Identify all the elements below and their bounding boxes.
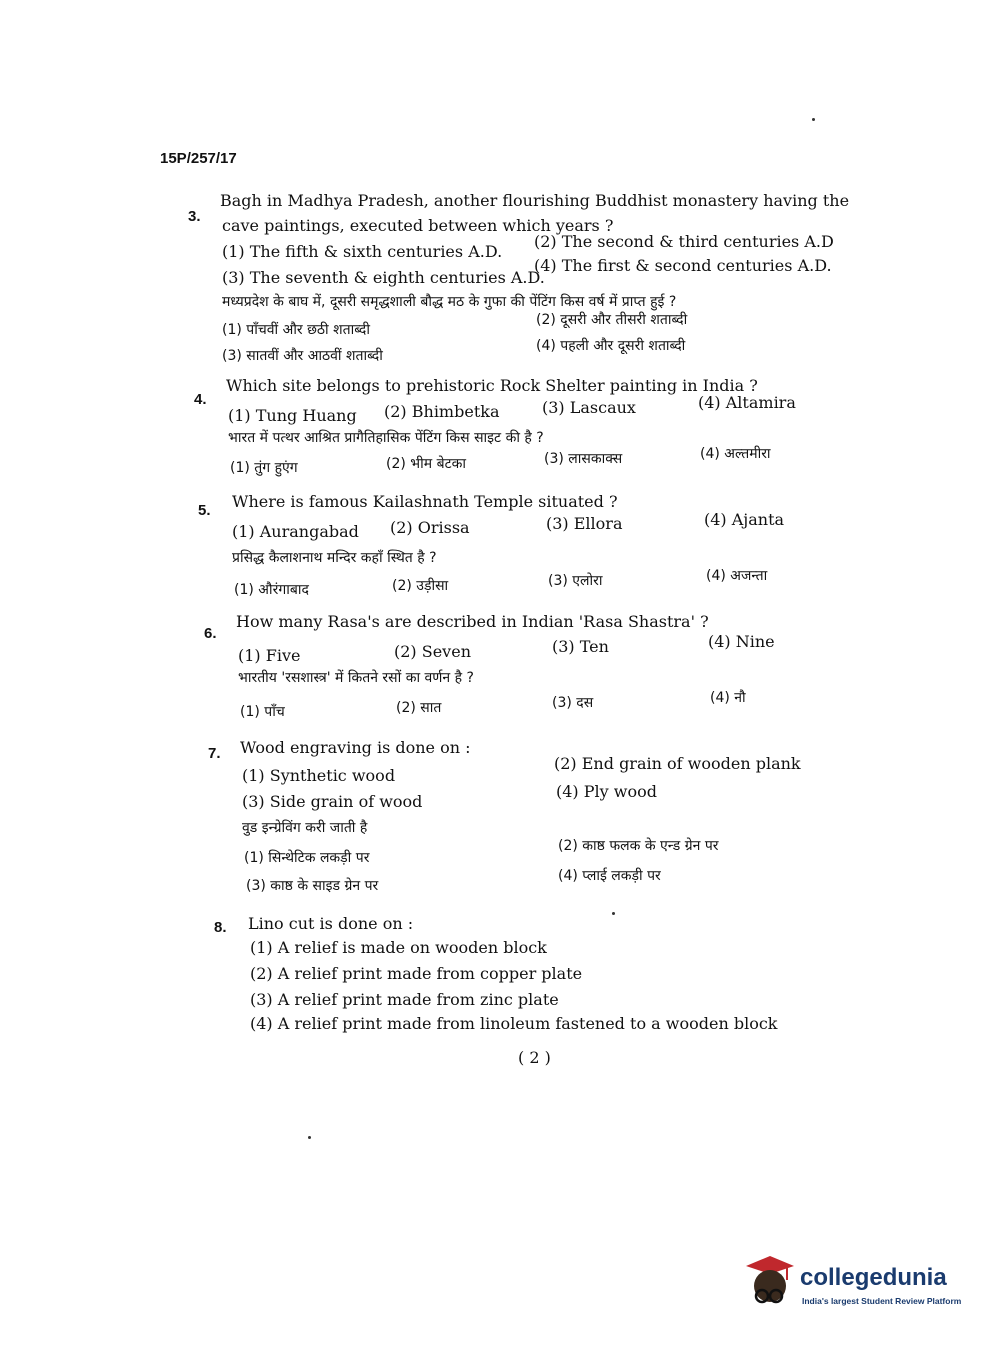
question-text: Bagh in Madhya Pradesh, another flourishing Buddhist monastery having the: [220, 191, 850, 210]
option: (1) Aurangabad: [232, 522, 359, 541]
question-text: How many Rasa's are described in Indian 'Rasa Shastra' ?: [236, 612, 709, 631]
mascot-icon: [742, 1252, 798, 1312]
option-hindi: (3) लासकाक्स: [544, 451, 623, 467]
option: (2) A relief print made from copper plate: [250, 964, 583, 983]
option-hindi: (2) उड़ीसा: [392, 578, 449, 594]
question-number: 5.: [198, 502, 211, 519]
option-hindi: (2) काष्ठ फलक के एन्ड ग्रेन पर: [558, 838, 719, 854]
option: (2) End grain of wooden plank: [554, 754, 801, 773]
question-text: Lino cut is done on :: [248, 914, 414, 933]
question-number: 6.: [204, 625, 217, 642]
option-hindi: (3) दस: [552, 695, 594, 711]
question-text-hindi: मध्यप्रदेश के बाघ में, दूसरी समृद्धशाली बौद्ध मठ के गुफा की पेंटिंग किस वर्ष में प्राप्त हुई ?: [222, 294, 677, 310]
option: (3) Ten: [552, 637, 609, 656]
option-hindi: (1) सिन्थेटिक लकड़ी पर: [244, 850, 370, 866]
option: (1) Tung Huang: [228, 406, 357, 425]
option: (4) Nine: [708, 632, 775, 651]
option: (3) Lascaux: [542, 398, 636, 417]
option-hindi: (2) भीम बेटका: [386, 456, 466, 472]
option-hindi: (4) नौ: [710, 690, 746, 706]
option-hindi: (2) सात: [396, 700, 442, 716]
question-text-hindi: भारतीय 'रसशास्त्र' में कितने रसों का वर्णन है ?: [238, 670, 474, 686]
option: (3) The seventh & eighth centuries A.D.: [222, 268, 545, 287]
option-hindi: (3) सातवीं और आठवीं शताब्दी: [222, 348, 383, 364]
option: (1) Five: [238, 646, 301, 665]
option: (1) The fifth & sixth centuries A.D.: [222, 242, 503, 261]
question-text: Wood engraving is done on :: [240, 738, 471, 757]
option-hindi: (1) औरंगाबाद: [234, 582, 309, 598]
option-hindi: (4) पहली और दूसरी शताब्दी: [536, 338, 686, 354]
paper-code: 15P/257/17: [160, 150, 237, 167]
question-number: 3.: [188, 208, 201, 225]
option: (3) A relief print made from zinc plate: [250, 990, 559, 1009]
question-text-hindi: वुड इन्ग्रेविंग करी जाती है: [242, 820, 368, 836]
option-hindi: (3) एलोरा: [548, 573, 603, 589]
option: (2) Seven: [394, 642, 471, 661]
option: (1) Synthetic wood: [242, 766, 396, 785]
question-number: 7.: [208, 745, 221, 762]
question-number: 8.: [214, 919, 227, 936]
option: (3) Ellora: [546, 514, 623, 533]
scan-speck: [812, 118, 815, 121]
option-hindi: (4) अल्तमीरा: [700, 446, 771, 462]
option-hindi: (4) प्लाई लकड़ी पर: [558, 868, 661, 884]
question-text: Where is famous Kailashnath Temple situated ?: [232, 492, 618, 511]
scan-speck: [612, 912, 615, 915]
option-hindi: (1) पाँच: [240, 704, 285, 720]
option: (4) The first & second centuries A.D.: [534, 256, 832, 275]
question-text-hindi: भारत में पत्थर आश्रित प्रागैतिहासिक पेंटिंग किस साइट की है ?: [228, 430, 544, 446]
option-hindi: (3) काष्ठ के साइड ग्रेन पर: [246, 878, 379, 894]
question-text: Which site belongs to prehistoric Rock Shelter painting in India ?: [226, 376, 758, 395]
logo-name: collegedunia: [800, 1264, 947, 1291]
option: (2) Bhimbetka: [384, 402, 500, 421]
question-number: 4.: [194, 391, 207, 408]
page-number: ( 2 ): [518, 1048, 551, 1067]
option: (3) Side grain of wood: [242, 792, 423, 811]
option: (4) Altamira: [698, 393, 796, 412]
option-hindi: (2) दूसरी और तीसरी शताब्दी: [536, 312, 688, 328]
option-hindi: (4) अजन्ता: [706, 568, 768, 584]
option: (2) Orissa: [390, 518, 470, 537]
option-hindi: (1) तुंग हुएंग: [230, 460, 298, 476]
option-hindi: (1) पाँचवीं और छठी शताब्दी: [222, 322, 370, 338]
question-text: cave paintings, executed between which years ?: [222, 216, 614, 235]
option: (1) A relief is made on wooden block: [250, 938, 547, 957]
question-text-hindi: प्रसिद्ध कैलाशनाथ मन्दिर कहाँ स्थित है ?: [232, 550, 437, 566]
option: (4) A relief print made from linoleum fastened to a wooden block: [250, 1014, 778, 1033]
collegedunia-logo[interactable]: [742, 1252, 972, 1312]
option: (4) Ajanta: [704, 510, 785, 529]
scan-speck: [308, 1136, 311, 1139]
option: (4) Ply wood: [556, 782, 657, 801]
option: (2) The second & third centuries A.D: [534, 232, 834, 251]
logo-tagline: India's largest Student Review Platform: [802, 1296, 962, 1306]
